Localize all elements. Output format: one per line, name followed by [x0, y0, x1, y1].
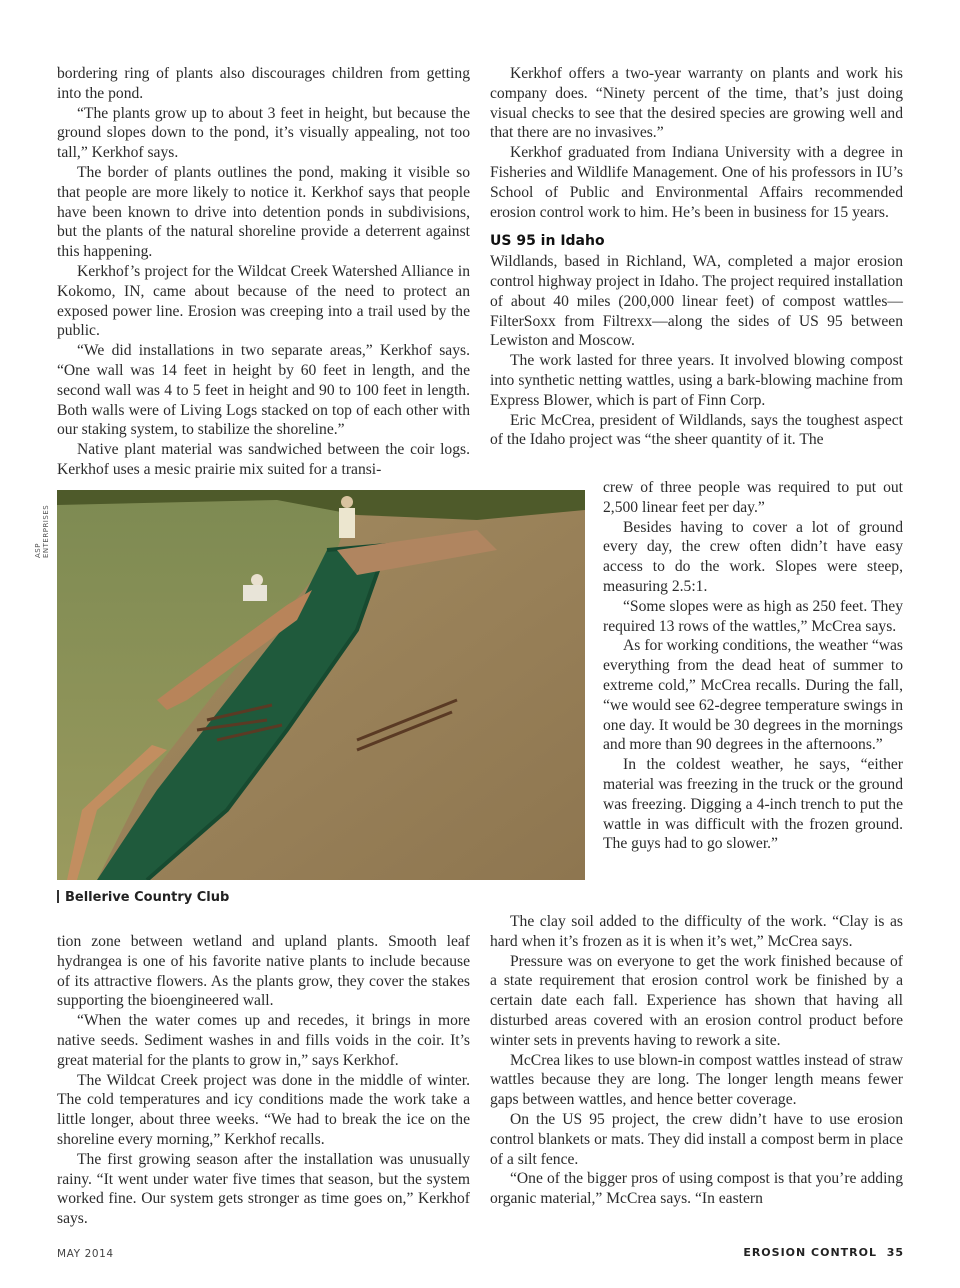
paragraph: Kerkhof’s project for the Wildcat Creek Watershed Alliance in Kokomo, IN, came about because of the need to protect an exposed power line. Erosion was creeping into a trail used by the public. — [57, 262, 470, 340]
paragraph: tion zone between wetland and upland plants. Smooth leaf hydrangea is one of his favorite native plants to include because of its attractive flowers. As the plants grow, they cover the stakes supporting the bioengineered wall. — [57, 933, 470, 1010]
paragraph: Wildlands, based in Richland, WA, completed a major erosion control highway project in Idaho. The project required installation of about 40 miles (200,000 linear feet) of compost wattles—FilterSoxx from Filtrexx—along the sides of US 95 between Lewiston and Moscow. — [490, 253, 903, 350]
paragraph: crew of three people was required to put out 2,500 linear feet per day.” — [603, 479, 903, 516]
paragraph: On the US 95 project, the crew didn’t have to use erosion control blankets or mats. They did install a compost berm in place of a silt fence. — [490, 1110, 903, 1168]
left-column-top — [57, 64, 470, 480]
paragraph: The work lasted for three years. It involved blowing compost into synthetic netting wattles, using a bark-blowing machine from Express Blower, which is part of Finn Corp. — [490, 352, 903, 409]
paragraph: The Wildcat Creek project was done in the middle of winter. The cold temperatures and icy conditions made the work take a little longer, about three weeks. “We had to break the ice on the shoreline every morning,” Kerkhof recalls. — [57, 1071, 470, 1148]
left-column-bottom — [57, 932, 470, 1229]
paragraph: “We did installations in two separate areas,” Kerkhof says. “One wall was 14 feet in height by 60 feet in length, and the second wall was 4 to 5 feet in height and 90 to 100 feet in length. Both walls were of Living Logs stacked on top of each other with our staking system, to stabilize the shoreline.” — [57, 342, 470, 439]
paragraph: The border of plants outlines the pond, making it visible so that people are more likely to notice it. Kerkhof says that people have been known to drive into detention ponds in subdivisions, but the plants of the natural shoreline provide a deterrent against this happening. — [57, 163, 470, 261]
paragraph: bordering ring of plants also discourages children from getting into the pond. — [57, 65, 470, 102]
paragraph: Eric McCrea, president of Wildlands, says the toughest aspect of the Idaho project was “the sheer quantity of it. The — [490, 411, 903, 449]
paragraph: The clay soil added to the difficulty of the work. “Clay is as hard when it’s frozen as it is when it’s wet,” McCrea says. — [490, 913, 903, 950]
paragraph: “One of the bigger pros of using compost is that you’re adding organic material,” McCrea says. “In eastern — [490, 1170, 903, 1208]
photo-caption — [57, 890, 229, 905]
article-photo — [57, 490, 585, 880]
right-mid-paragraphs — [490, 252, 903, 450]
shoreline-photo-illustration — [57, 490, 585, 880]
paragraph: Besides having to cover a lot of ground every day, the crew often didn’t have easy access to do the work. Slopes were steep, measuring 2.5:1. — [603, 518, 903, 595]
section-subhead: US 95 in Idaho — [490, 233, 605, 250]
right-column-top — [490, 64, 903, 450]
paragraph: Kerkhof graduated from Indiana University with a degree in Fisheries and Wildlife Management. One of his professors in IU’s School of Public and Environmental Affairs recommended erosion control work to him. He’s been in business for 15 years. — [490, 144, 903, 221]
paragraph: Pressure was on everyone to get the work finished because of a state requirement that erosion control work be finished by a certain date each fall. Experience has shown that having all disturbed areas covered with an erosion control product before winter sets in prevents having to rework a site. — [490, 952, 903, 1049]
right-top-paragraphs — [490, 64, 903, 222]
photo-credit: ASP ENTERPRISES — [34, 504, 50, 558]
right-column-bottom — [490, 912, 903, 1209]
paragraph: The first growing season after the installation was unusually rainy. “It went under water five times that season, but the system worked fine. Our system gets stronger as time goes on,” Kerkhof says. — [57, 1150, 470, 1228]
right-column-wrap — [603, 478, 903, 854]
paragraph: “When the water comes up and recedes, it brings in more native seeds. Sediment washes in and fills voids in the coir. It’s great material for the plants to grow in,” says Kerkhof. — [57, 1012, 470, 1069]
paragraph: Kerkhof offers a two-year warranty on plants and work his company does. “Ninety percent of the time, that’s just doing visual checks to see that the desired species are growing well and that there are no invasives.” — [490, 65, 903, 142]
paragraph: McCrea likes to use blown-in compost wattles instead of straw wattles because they are long. The longer length means fewer gaps between wattles, and hence better coverage. — [490, 1051, 903, 1109]
footer-folio — [743, 1246, 904, 1259]
page-number: 35 — [886, 1246, 904, 1259]
footer-magazine: EROSION CONTROL — [743, 1246, 878, 1259]
paragraph: In the coldest weather, he says, “either material was freezing in the truck or the ground was freezing. Digging a 4-inch trench to put the wattle in was difficult with the frozen ground. The guys had to go slower.” — [603, 756, 903, 853]
footer-date: MAY 2014 — [57, 1248, 114, 1260]
caption-bar — [57, 890, 59, 903]
paragraph: As for working conditions, the weather “was everything from the dead heat of summer to extreme cold,” McCrea recalls. During the fall, “we would see 62-degree temperature swings in one day. It would be 30 degrees in the mornings and more than 90 degrees in the afternoons.” — [603, 637, 903, 754]
paragraph: “The plants grow up to about 3 feet in height, but because the ground slopes down to the pond, it’s visually appealing, not too tall,” Kerkhof says. — [57, 104, 470, 162]
caption-text: Bellerive Country Club — [65, 890, 230, 905]
paragraph: Native plant material was sandwiched between the coir logs. Kerkhof uses a mesic prairie mix suited for a transi- — [57, 441, 470, 478]
paragraph: “Some slopes were as high as 250 feet. They required 13 rows of the wattles,” McCrea says. — [603, 597, 903, 635]
